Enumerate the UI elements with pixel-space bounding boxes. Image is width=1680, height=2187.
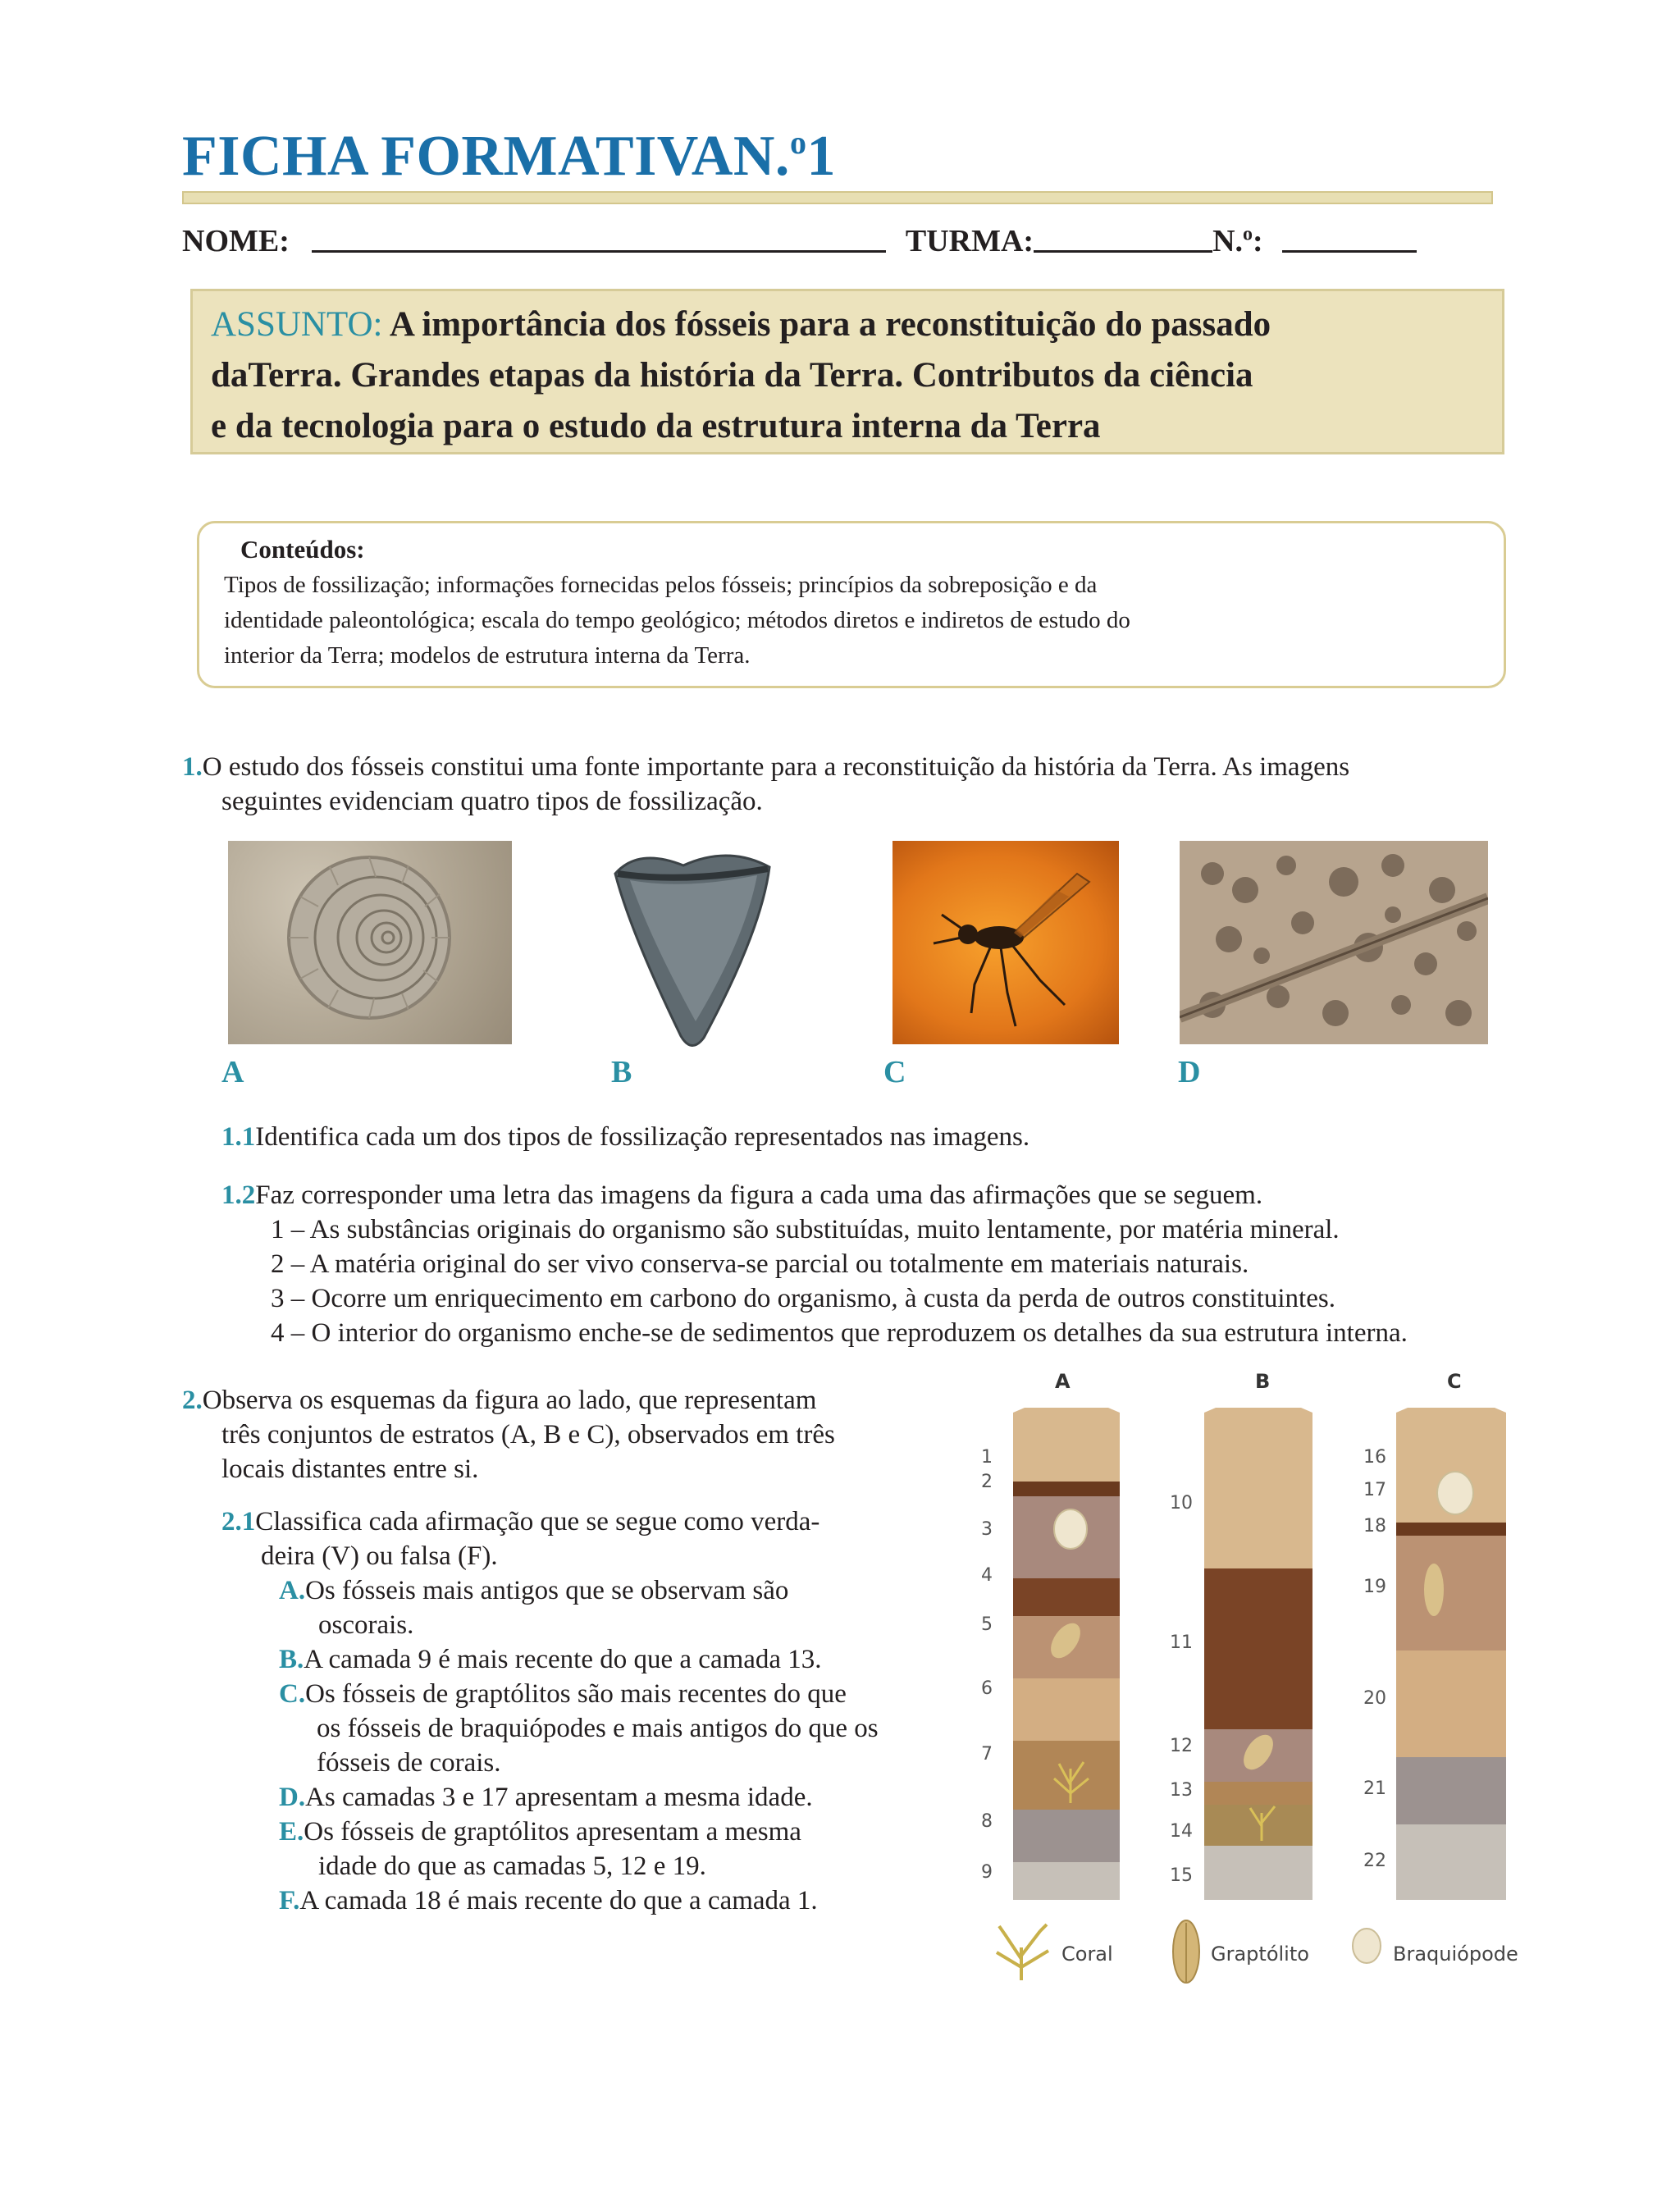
- conteudos-text: [224, 568, 1481, 673]
- question-2: [182, 1383, 920, 1486]
- question-2-1-line-2: deira (V) ou falsa (F).: [261, 1541, 498, 1571]
- statement-list: [221, 1212, 1518, 1350]
- layer-number: 8: [981, 1811, 993, 1832]
- layer-number: 10: [1170, 1493, 1193, 1514]
- shark-tooth-icon: [605, 841, 778, 1056]
- strata-column-a: [1013, 1408, 1120, 1900]
- statement-letter: C.: [279, 1679, 306, 1709]
- question-2-1: [221, 1504, 919, 1918]
- carbonized-leaf-icon: [1180, 841, 1488, 1044]
- question-2-line-1: [182, 1383, 920, 1418]
- question-2-text-1: Observa os esquemas da figura ao lado, que representam: [202, 1386, 817, 1415]
- fossil-photo-amber: [892, 841, 1119, 1044]
- statement-d: [221, 1780, 919, 1815]
- question-1: [182, 750, 1511, 819]
- strata-column-c-graphic: [1396, 1408, 1506, 1900]
- statement-item: 3 – Ocorre um enriquecimento em carbono do organismo, à custa da perda de outros constituintes.: [271, 1284, 1335, 1313]
- layer-number: 14: [1170, 1821, 1193, 1842]
- nome-label: NOME:: [182, 224, 290, 258]
- ammonite-icon: [228, 841, 512, 1044]
- statement-text-cont: os fósseis de braquiópodes e mais antigos do que os: [317, 1714, 879, 1743]
- statement-e: [221, 1815, 919, 1883]
- question-1-1-number: 1.1: [221, 1122, 256, 1152]
- assunto-line-2: daTerra. Grandes etapas da história da Terra. Contributos da ciência: [211, 356, 1253, 395]
- layer-number: 16: [1363, 1447, 1386, 1468]
- statement-letter: F.: [279, 1886, 300, 1915]
- image-label-b: B: [611, 1055, 632, 1089]
- conteudos-box: [197, 521, 1506, 688]
- strata-column-a-graphic: [1013, 1408, 1120, 1900]
- brachiopod-icon: [1350, 1926, 1383, 1966]
- statement-text: A camada 18 é mais recente do que a camada 1.: [299, 1886, 818, 1915]
- legend-coral-label: Coral: [1061, 1943, 1113, 1966]
- statement-f: [221, 1883, 919, 1918]
- conteudos-line-2: identidade paleontológica; escala do tempo geológico; métodos diretos e indiretos de estudo do: [224, 607, 1130, 633]
- fossil-photo-shark-tooth: [605, 841, 778, 1056]
- assunto-label: ASSUNTO:: [211, 305, 383, 344]
- legend-brachiopod-label: Braquiópode: [1393, 1943, 1518, 1966]
- worksheet-title: [182, 123, 836, 189]
- question-1-2-text: Faz corresponder uma letra das imagens da figura a cada uma das afirmações que se seguem.: [255, 1180, 1263, 1210]
- statement-letter: A.: [279, 1576, 306, 1605]
- question-1-2-number: 1.2: [221, 1180, 256, 1210]
- title-number: 1: [806, 125, 836, 188]
- image-label-d: D: [1178, 1055, 1201, 1089]
- layer-number: 20: [1363, 1688, 1386, 1709]
- statement-text-cont: oscorais.: [318, 1610, 414, 1640]
- conteudos-line-1: Tipos de fossilização; informações fornecidas pelos fósseis; princípios da sobreposição e da: [224, 572, 1098, 598]
- image-label-c: C: [883, 1055, 906, 1089]
- layer-number: 7: [981, 1744, 993, 1765]
- layer-number: 2: [981, 1472, 993, 1492]
- layer-number: 3: [981, 1519, 993, 1540]
- title-text: FICHA FORMATIVAN.: [182, 125, 790, 188]
- assunto-box: [190, 289, 1504, 454]
- layer-number: 13: [1170, 1780, 1193, 1801]
- strata-column-b: [1204, 1408, 1312, 1900]
- statement-b: [221, 1642, 919, 1677]
- layer-number: 9: [981, 1862, 993, 1883]
- statement-text-cont: idade do que as camadas 5, 12 e 19.: [318, 1851, 706, 1881]
- layer-number: 11: [1170, 1632, 1193, 1653]
- question-1-line-2: seguintes evidenciam quatro tipos de fossilização.: [221, 787, 763, 816]
- statement-text: Os fósseis de graptólitos são mais recentes do que: [305, 1679, 847, 1709]
- turma-label: TURMA:: [905, 224, 1034, 258]
- layer-number: 19: [1363, 1577, 1386, 1597]
- graptolite-icon: [1168, 1916, 1204, 1987]
- statement-text: As camadas 3 e 17 apresentam a mesma idade.: [305, 1783, 813, 1812]
- assunto-line-1: [211, 299, 1484, 350]
- strata-column-b-graphic: [1204, 1408, 1312, 1900]
- layer-number: 12: [1170, 1736, 1193, 1756]
- statement-text: Os fósseis de graptólitos apresentam a mesma: [304, 1817, 801, 1847]
- layer-number: 15: [1170, 1865, 1193, 1886]
- strata-column-b-heading: B: [1255, 1370, 1271, 1393]
- statement-text: A camada 9 é mais recente do que a camada 13.: [304, 1645, 822, 1674]
- question-2-1-number: 2.1: [221, 1507, 256, 1536]
- layer-number: 6: [981, 1678, 993, 1699]
- question-1-line-1: O estudo dos fósseis constitui uma fonte importante para a reconstituição da história da Terra. As imagens: [202, 752, 1350, 782]
- conteudos-title: Conteúdos:: [240, 535, 365, 564]
- assunto-line-3: e da tecnologia para o estudo da estrutura interna da Terra: [211, 407, 1101, 445]
- numero-label: N.: [1212, 224, 1244, 258]
- layer-number: 17: [1363, 1480, 1386, 1500]
- question-2-line-2: três conjuntos de estratos (A, B e C), observados em três: [221, 1420, 835, 1450]
- layer-number: 1: [981, 1447, 993, 1468]
- layer-number: 18: [1363, 1516, 1386, 1536]
- statement-text-cont: fósseis de corais.: [317, 1748, 501, 1778]
- student-info-line: [182, 223, 1417, 259]
- statement-letter: D.: [279, 1783, 306, 1812]
- question-1-1-text: Identifica cada um dos tipos de fossilização representados nas imagens.: [255, 1122, 1030, 1152]
- question-1-number: 1.: [182, 752, 203, 782]
- nome-field[interactable]: [312, 226, 886, 253]
- strata-column-a-heading: A: [1055, 1370, 1071, 1393]
- fossil-photo-ammonite: [228, 841, 512, 1044]
- statement-letter: B.: [279, 1645, 304, 1674]
- statement-item: 1 – As substâncias originais do organismo são substituídas, muito lentamente, por matéria mineral.: [271, 1215, 1340, 1244]
- title-underline-bar: [182, 191, 1493, 204]
- numero-colon: :: [1253, 224, 1263, 258]
- question-2-1-line-1: [221, 1504, 919, 1539]
- image-label-a: A: [221, 1055, 244, 1089]
- question-2-line-3: locais distantes entre si.: [221, 1454, 479, 1484]
- strata-column-c-heading: C: [1447, 1370, 1462, 1393]
- numero-field[interactable]: [1282, 226, 1417, 253]
- insect-icon: [892, 841, 1119, 1044]
- coral-icon: [984, 1923, 1058, 1984]
- statement-letter: E.: [279, 1817, 304, 1847]
- statement-text: Os fósseis mais antigos que se observam são: [305, 1576, 789, 1605]
- numero-sup: o: [1243, 223, 1253, 245]
- question-2-number: 2.: [182, 1386, 203, 1415]
- question-1-2: [221, 1178, 1518, 1350]
- legend-graptolite-label: Graptólito: [1211, 1943, 1309, 1966]
- layer-number: 4: [981, 1565, 993, 1586]
- conteudos-line-3: interior da Terra; modelos de estrutura interna da Terra.: [224, 642, 751, 669]
- assunto-text-1: A importância dos fósseis para a reconstituição do passado: [389, 305, 1271, 344]
- title-sup: o: [789, 124, 807, 161]
- turma-field[interactable]: [1034, 226, 1212, 253]
- question-1-1: [221, 1120, 1029, 1154]
- layer-number: 22: [1363, 1851, 1386, 1871]
- statement-c: [221, 1677, 919, 1780]
- layer-number: 5: [981, 1614, 993, 1635]
- statement-item: 4 – O interior do organismo enche-se de sedimentos que reproduzem os detalhes da sua estrutura interna.: [271, 1318, 1408, 1348]
- strata-column-c: [1396, 1408, 1506, 1900]
- statement-item: 2 – A matéria original do ser vivo conserva-se parcial ou totalmente em materiais naturais.: [271, 1249, 1249, 1279]
- fossil-photo-carbonized-plant: [1180, 841, 1488, 1044]
- layer-number: 21: [1363, 1778, 1386, 1799]
- statement-a: [221, 1573, 919, 1642]
- question-2-1-text-1: Classifica cada afirmação que se segue como verda-: [255, 1507, 820, 1536]
